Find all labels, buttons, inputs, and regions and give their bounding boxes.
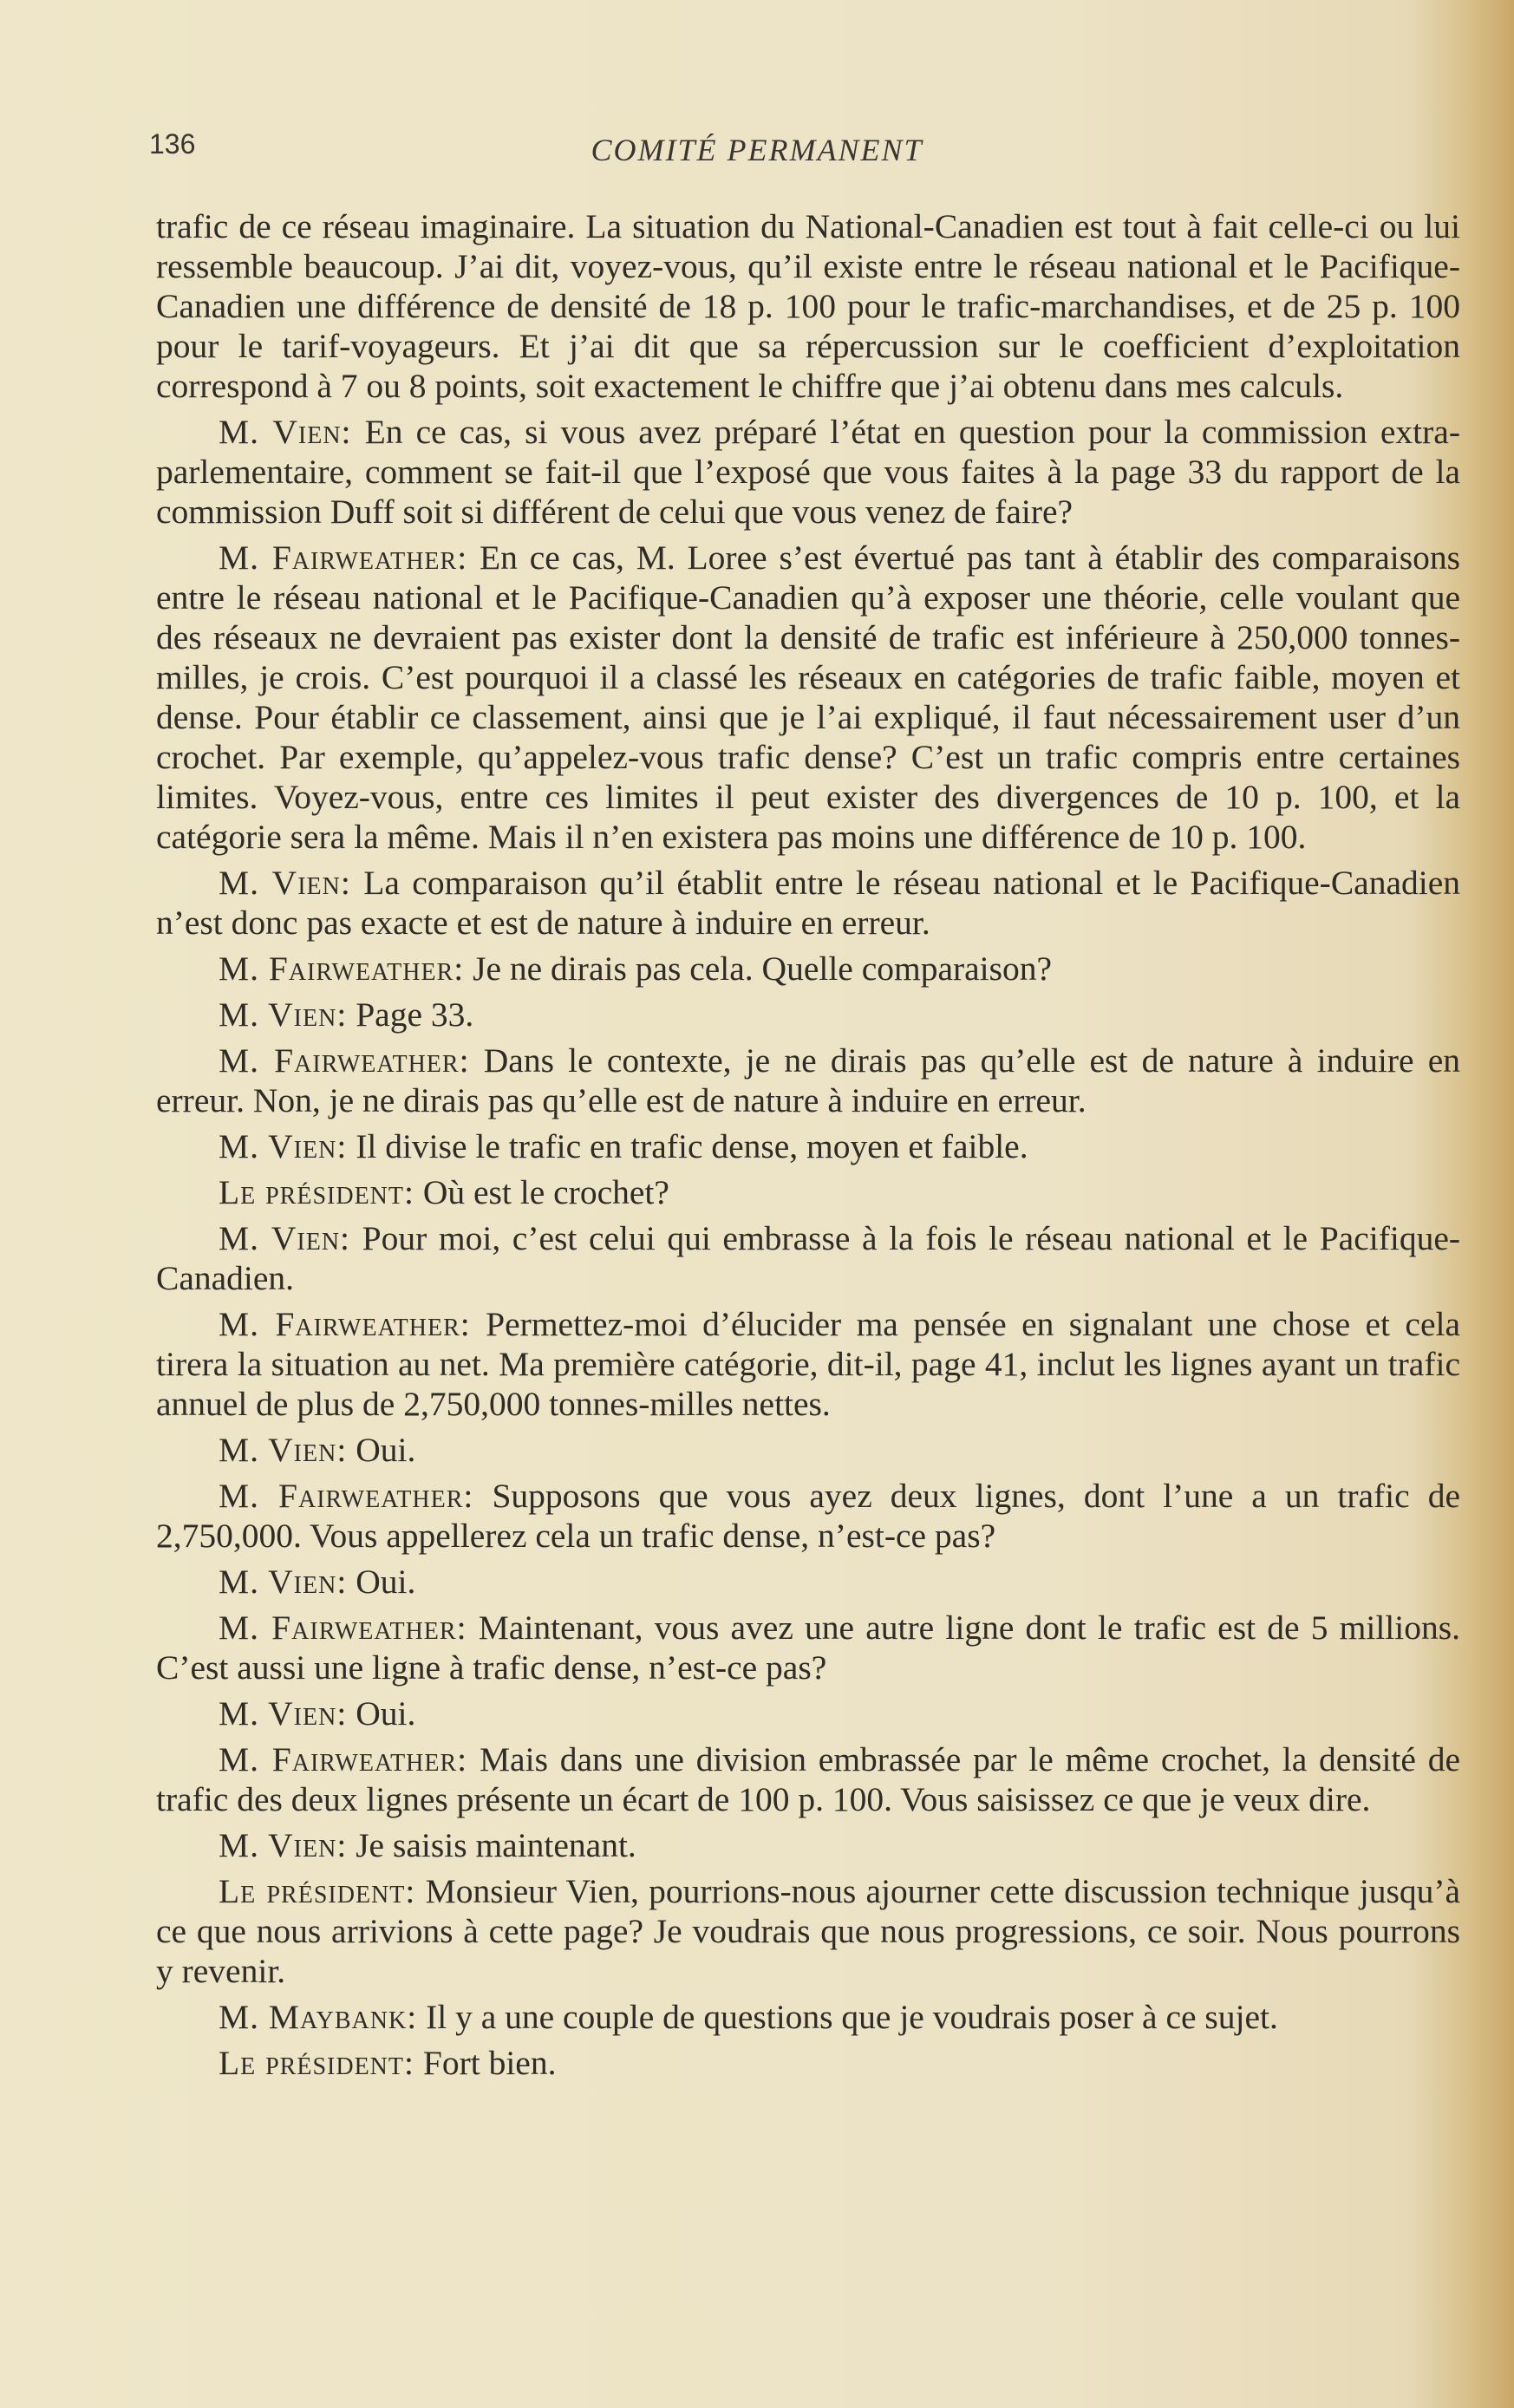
- speech-text: Je saisis maintenant.: [356, 1826, 636, 1864]
- paragraph-continuation: [156, 206, 1460, 406]
- speech-text: Oui.: [356, 1431, 416, 1469]
- page-number: 136: [149, 128, 196, 160]
- speaker-name: M. Vien:: [219, 1694, 348, 1733]
- speech-paragraph: [156, 1126, 1460, 1166]
- speech-paragraph: [156, 1693, 1460, 1733]
- transcript-body: [156, 206, 1460, 2089]
- speech-paragraph: [156, 538, 1460, 857]
- speech-text: Fort bien.: [422, 2044, 557, 2082]
- speaker-name: M. Vien:: [219, 1431, 348, 1469]
- speech-paragraph: [156, 863, 1460, 943]
- speaker-name: M. Maybank:: [219, 1998, 418, 2036]
- speech-text: Dans le contexte, je ne dirais pas qu’elle est de nature à induire en erreur. Non, je ne dirais pas qu’elle est de nature à induire en erreur.: [156, 1041, 1461, 1119]
- speaker-name: M. Fairweather:: [219, 1041, 470, 1080]
- speaker-name: M. Fairweather:: [219, 1609, 467, 1647]
- speech-paragraph: [156, 1172, 1460, 1212]
- speech-text: Où est le crochet?: [422, 1173, 669, 1211]
- speech-text: Maintenant, vous avez une autre ligne dont le trafic est de 5 millions. C’est aussi une ligne à trafic dense, n’est-ce pas?: [156, 1609, 1460, 1687]
- speech-paragraph: [156, 1825, 1460, 1865]
- speaker-name: M. Vien:: [219, 1127, 348, 1165]
- speaker-name: M. Vien:: [219, 1826, 348, 1864]
- speech-text: Oui.: [356, 1694, 416, 1733]
- speech-text: Page 33.: [356, 995, 474, 1034]
- running-title: COMITÉ PERMANENT: [591, 133, 923, 167]
- speech-text: Il divise le trafic en trafic dense, moyen et faible.: [356, 1127, 1028, 1165]
- speaker-name: M. Fairweather:: [219, 949, 465, 988]
- speech-text: Monsieur Vien, pourrions-nous ajourner cette discussion technique jusqu’à ce que nous arrivions à cette page? Je voudrais que nous progressions, ce soir. Nous pourrons y revenir.: [156, 1872, 1461, 1990]
- speech-paragraph: [156, 949, 1460, 989]
- speech-paragraph: [156, 2043, 1460, 2083]
- speaker-name: M. Vien:: [219, 413, 352, 451]
- speaker-name: M. Vien:: [219, 1219, 351, 1257]
- speaker-name: Le président:: [219, 1872, 416, 1910]
- speaker-name: M. Fairweather:: [219, 1477, 474, 1515]
- speech-text: La comparaison qu’il établit entre le réseau national et le Pacifique-Canadien n’est donc pas exacte et est de nature à induire en erreur.: [156, 864, 1461, 942]
- speaker-name: Le président:: [219, 2044, 414, 2082]
- speech-text: En ce cas, si vous avez préparé l’état en question pour la commission extra-parlementaire, comment se fait-il que l’exposé que vous faites à la page 33 du rapport de la commission Duff soit si différent de celui que vous venez de faire?: [156, 413, 1460, 531]
- speech-text: Il y a une couple de questions que je voudrais poser à ce sujet.: [426, 1998, 1278, 2036]
- speaker-name: Le président:: [219, 1173, 414, 1211]
- speech-paragraph: [156, 1304, 1460, 1424]
- paragraph-text: trafic de ce réseau imaginaire. La situation du National-Canadien est tout à fait celle-ci ou lui ressemble beaucoup. J’ai dit, voyez-vous, qu’il existe entre le réseau national et le Pacifique-Canadien une différence de densité de 18 p. 100 pour le trafic-marchandises, et de 25 p. 100 pour le tarif-voyageurs. Et j’ai dit que sa répercussion sur le coefficient d’exploitation correspond à 7 ou 8 points, soit exactement le chiffre que j’ai obtenu dans mes calculs.: [156, 207, 1460, 405]
- speech-paragraph: [156, 412, 1460, 532]
- speech-paragraph: [156, 1562, 1460, 1602]
- speech-text: Permettez-moi d’élucider ma pensée en signalant une chose et cela tirera la situation au net. Ma première catégorie, dit-il, page 41, inclut les lignes ayant un trafic annuel de plus de 2,750,000 tonnes-milles nettes.: [156, 1305, 1461, 1423]
- speech-text: En ce cas, M. Loree s’est évertué pas tant à établir des comparaisons entre le réseau national et le Pacifique-Canadien qu’à exposer une théorie, celle voulant que des réseaux ne devraient pas exister dont la densité de trafic est inférieure à 250,000 tonnes-milles, je crois. C’est pourquoi il a classé les réseaux en catégories de trafic faible, moyen et dense. Pour établir ce classement, ainsi que je l’ai expliqué, il faut nécessairement user d’un crochet. Par exemple, qu’appelez-vous trafic dense? C’est un trafic compris entre certaines limites. Voyez-vous, entre ces limites il peut exister des divergences de 10 p. 100, et la catégorie sera la même. Mais il n’en existera pas moins une différence de 10 p. 100.: [156, 538, 1460, 856]
- speech-text: Je ne dirais pas cela. Quelle comparaison?: [473, 949, 1053, 988]
- speech-text: Pour moi, c’est celui qui embrasse à la fois le réseau national et le Pacifique-Canadien.: [156, 1219, 1461, 1297]
- speech-text: Supposons que vous ayez deux lignes, dont l’une a un trafic de 2,750,000. Vous appellerez cela un trafic dense, n’est-ce pas?: [156, 1477, 1460, 1555]
- speaker-name: M. Fairweather:: [219, 1740, 468, 1778]
- speaker-name: M. Fairweather:: [219, 1305, 471, 1343]
- speech-text: Mais dans une division embrassée par le même crochet, la densité de trafic des deux lignes présente un écart de 100 p. 100. Vous saisissez ce que je veux dire.: [156, 1740, 1460, 1818]
- speaker-name: M. Vien:: [219, 995, 348, 1034]
- speech-paragraph: [156, 1997, 1460, 2037]
- speech-paragraph: [156, 1041, 1460, 1120]
- speaker-name: M. Fairweather:: [219, 538, 468, 577]
- speaker-name: M. Vien:: [219, 1563, 348, 1601]
- speech-paragraph: [156, 1476, 1460, 1556]
- page-header: [0, 128, 1514, 180]
- speech-paragraph: [156, 1739, 1460, 1819]
- speech-text: Oui.: [356, 1563, 416, 1601]
- speaker-name: M. Vien:: [219, 864, 351, 902]
- speech-paragraph: [156, 1871, 1460, 1991]
- speech-paragraph: [156, 1608, 1460, 1687]
- speech-paragraph: [156, 995, 1460, 1034]
- speech-paragraph: [156, 1430, 1460, 1470]
- speech-paragraph: [156, 1218, 1460, 1298]
